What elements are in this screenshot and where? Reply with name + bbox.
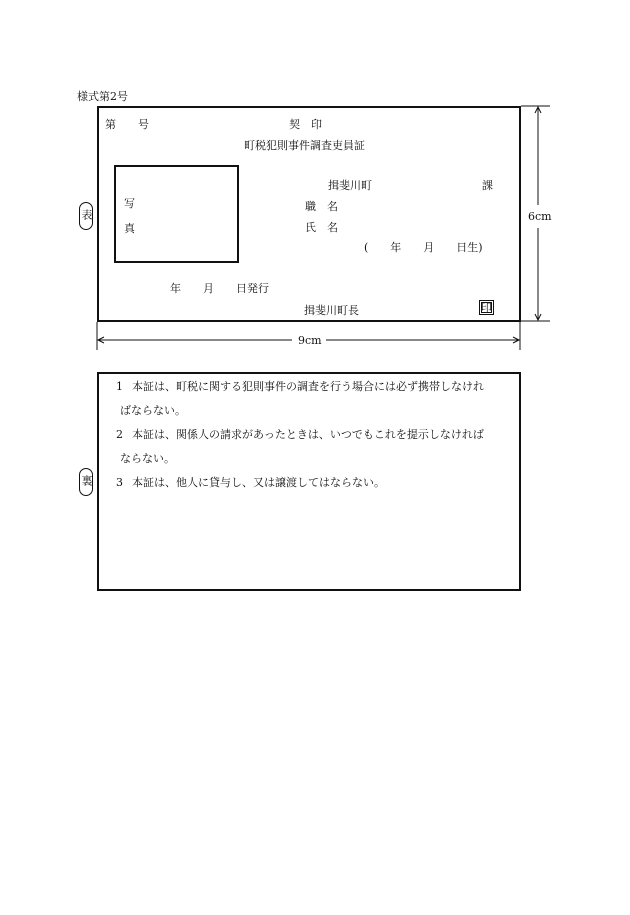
form-title: 様式第2号 <box>77 90 128 103</box>
back-item-2-line2: ならない。 <box>120 452 175 465</box>
back-item-1-line1: 本証は、町税に関する犯則事件の調査を行う場合には必ず携帯しなけれ <box>132 380 484 393</box>
back-item-1-number: 1 <box>116 380 123 393</box>
section-label: 課 <box>482 179 493 192</box>
height-dimension: 6cm <box>528 210 552 223</box>
back-item-2-line1: 本証は、関係人の請求があったときは、いつでもこれを提示しなければ <box>132 428 484 441</box>
name-label: 氏 名 <box>305 221 338 234</box>
card-title: 町税犯則事件調査吏員証 <box>244 139 365 152</box>
issue-date-line: 年 月 日発行 <box>170 282 269 295</box>
birth-date-line: ( 年 月 日生) <box>364 241 483 254</box>
back-item-2-number: 2 <box>116 428 123 441</box>
number-label: 第 号 <box>105 118 149 131</box>
front-side-label: 表 <box>80 209 93 220</box>
back-item-1-line2: ばならない。 <box>120 404 186 417</box>
department: 揖斐川町 <box>328 179 372 192</box>
photo-label-1: 写 <box>124 197 135 210</box>
back-item-3-line1: 本証は、他人に貸与し、又は譲渡してはならない。 <box>132 476 385 489</box>
photo-label-2: 真 <box>124 222 135 235</box>
position-label: 職 名 <box>305 200 338 213</box>
width-dimension: 9cm <box>298 334 322 347</box>
stamp-label: 契 印 <box>289 118 322 131</box>
back-side-label: 裏 <box>80 475 93 486</box>
official-seal: 印 <box>481 301 492 314</box>
issuer: 揖斐川町長 <box>304 304 359 317</box>
back-item-3-number: 3 <box>116 476 123 489</box>
